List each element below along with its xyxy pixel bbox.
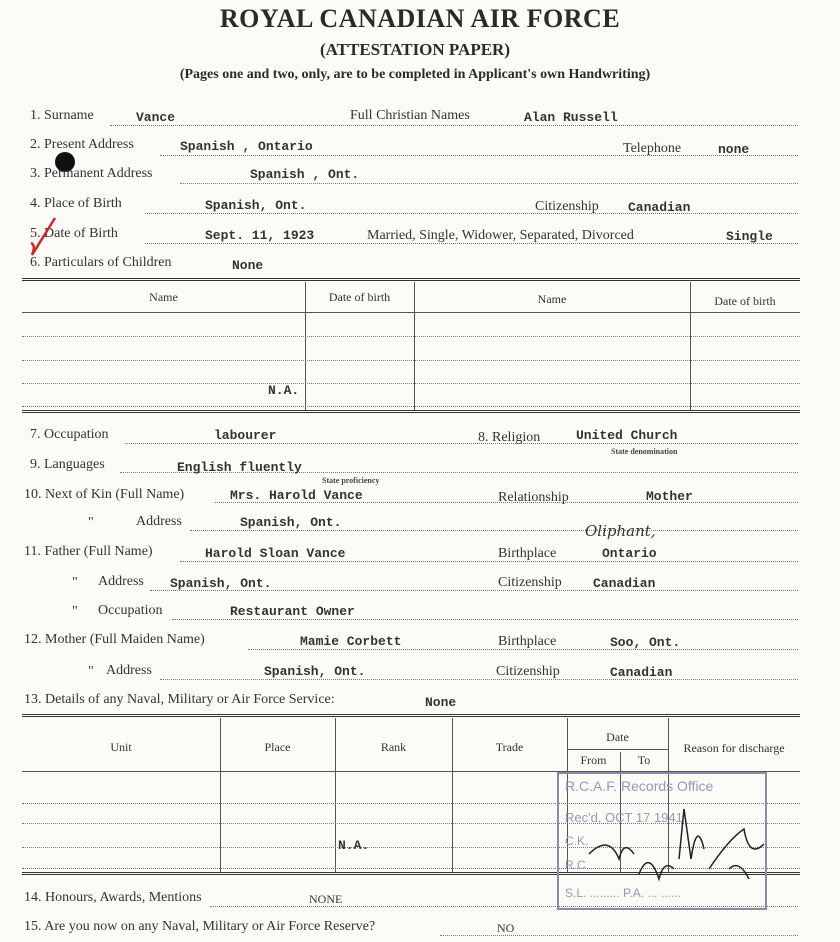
telephone-label: Telephone bbox=[623, 141, 682, 156]
citizenship-value: Canadian bbox=[628, 200, 691, 215]
occupation-label: 7. Occupation bbox=[30, 427, 109, 442]
languages-label: 9. Languages bbox=[30, 457, 105, 472]
surname-value: Vance bbox=[136, 110, 176, 125]
christian-names-value: Alan Russell bbox=[524, 110, 618, 125]
form-instructions: (Pages one and two, only, are to be completed in Applicant's own Handwriting) bbox=[179, 67, 651, 82]
date-of-birth-label: 5. Date of Birth bbox=[30, 226, 118, 241]
service-header-from: From bbox=[580, 753, 607, 767]
relationship-label: Relationship bbox=[498, 490, 569, 505]
mother-birthplace-label: Birthplace bbox=[498, 634, 557, 649]
father-occupation-label: Occupation bbox=[98, 603, 163, 618]
service-header-place: Place bbox=[264, 740, 291, 754]
ditto-mark: " bbox=[72, 604, 78, 619]
stamp-line-3: C.K. bbox=[565, 834, 589, 848]
nok-address-value: Spanish, Ont. bbox=[240, 515, 342, 530]
children-table-top bbox=[22, 278, 800, 281]
next-of-kin-value: Mrs. Harold Vance bbox=[230, 488, 363, 503]
father-birthplace-label: Birthplace bbox=[498, 546, 557, 561]
children-label: 6. Particulars of Children bbox=[30, 255, 172, 270]
service-value: None bbox=[425, 695, 457, 710]
father-citizenship-value: Canadian bbox=[593, 576, 656, 591]
form-subtitle: (ATTESTATION PAPER) bbox=[319, 40, 510, 59]
children-header-name-2: Name bbox=[537, 292, 567, 306]
religion-value: United Church bbox=[576, 428, 678, 443]
stamp-line-5: S.L. ......... P.A. ... ...... bbox=[565, 886, 681, 900]
children-header-dob-2: Date of birth bbox=[714, 294, 776, 308]
marital-status-value: Single bbox=[726, 229, 773, 244]
permanent-address-label: 3. Permanent Address bbox=[30, 166, 153, 181]
records-office-stamp bbox=[557, 772, 767, 910]
father-name-label: 11. Father (Full Name) bbox=[24, 544, 153, 559]
occupation-value: labourer bbox=[214, 428, 277, 443]
next-of-kin-label: 10. Next of Kin (Full Name) bbox=[24, 487, 185, 502]
languages-hint: State proficiency bbox=[322, 476, 380, 485]
stamp-line-4: R.C. bbox=[565, 858, 589, 872]
stamp-line-1: R.C.A.F. Records Office bbox=[565, 778, 714, 794]
reserve-value: NO bbox=[497, 921, 515, 935]
mother-address-value: Spanish, Ont. bbox=[264, 664, 366, 679]
place-of-birth-value: Spanish, Ont. bbox=[205, 198, 307, 213]
place-of-birth-label: 4. Place of Birth bbox=[30, 196, 122, 211]
mother-birthplace-value: Soo, Ont. bbox=[610, 635, 681, 650]
service-header-rank: Rank bbox=[380, 740, 407, 754]
children-header-name: Name bbox=[149, 290, 178, 304]
present-address-value: Spanish , Ontario bbox=[180, 139, 313, 154]
religion-label: 8. Religion bbox=[478, 430, 541, 445]
religion-hint: State denomination bbox=[611, 447, 678, 456]
father-address-label: Address bbox=[98, 574, 144, 589]
service-header-to: To bbox=[637, 753, 651, 767]
christian-names-label: Full Christian Names bbox=[350, 108, 470, 123]
ditto-mark: " bbox=[72, 575, 78, 590]
father-address-value: Spanish, Ont. bbox=[170, 576, 272, 591]
mother-name-label: 12. Mother (Full Maiden Name) bbox=[24, 632, 205, 647]
surname-line bbox=[110, 125, 798, 126]
telephone-value: none bbox=[718, 142, 750, 157]
mother-citizenship-value: Canadian bbox=[610, 665, 673, 680]
honours-label: 14. Honours, Awards, Mentions bbox=[24, 890, 202, 905]
children-header-dob: Date of birth bbox=[328, 290, 391, 304]
mother-citizenship-label: Citizenship bbox=[496, 664, 560, 679]
nok-address-label: Address bbox=[136, 514, 182, 529]
father-birthplace-value: Ontario bbox=[602, 546, 657, 561]
stamp-line-2: Rec'd. OCT 17 1941 bbox=[565, 810, 683, 825]
father-citizenship-label: Citizenship bbox=[498, 575, 562, 590]
service-header-reason: Reason for discharge bbox=[683, 741, 785, 755]
surname-label: 1. Surname bbox=[30, 108, 94, 123]
relationship-value: Mother bbox=[646, 489, 693, 504]
service-label: 13. Details of any Naval, Military or Air Force Service: bbox=[24, 692, 335, 707]
service-header-unit: Unit bbox=[110, 740, 132, 754]
citizenship-label: Citizenship bbox=[535, 199, 599, 214]
father-birthplace-handwritten: Oliphant, bbox=[585, 522, 656, 540]
service-entry: N.A. bbox=[338, 838, 370, 853]
ditto-mark: " bbox=[88, 515, 94, 530]
father-name-value: Harold Sloan Vance bbox=[205, 546, 346, 561]
permanent-address-value: Spanish , Ont. bbox=[250, 167, 360, 182]
honours-value: NONE bbox=[309, 892, 343, 906]
ditto-mark: " bbox=[88, 664, 94, 679]
handwritten-initials-icon bbox=[579, 799, 769, 889]
children-value: None bbox=[232, 258, 264, 273]
mother-address-label: Address bbox=[106, 663, 152, 678]
mother-name-value: Mamie Corbett bbox=[300, 634, 402, 649]
form-title: ROYAL CANADIAN AIR FORCE bbox=[219, 4, 621, 33]
date-of-birth-value: Sept. 11, 1923 bbox=[205, 228, 315, 243]
father-occupation-value: Restaurant Owner bbox=[230, 604, 355, 619]
service-header-date: Date bbox=[606, 730, 629, 744]
marital-status-label: Married, Single, Widower, Separated, Divorced bbox=[367, 228, 634, 243]
service-header-trade: Trade bbox=[495, 740, 524, 754]
present-address-label: 2. Present Address bbox=[30, 137, 134, 152]
reserve-label: 15. Are you now on any Naval, Military or Air Force Reserve? bbox=[24, 919, 376, 934]
languages-value: English fluently bbox=[177, 460, 302, 475]
children-entry: N.A. bbox=[268, 383, 300, 398]
red-checkmark-icon bbox=[28, 215, 58, 260]
